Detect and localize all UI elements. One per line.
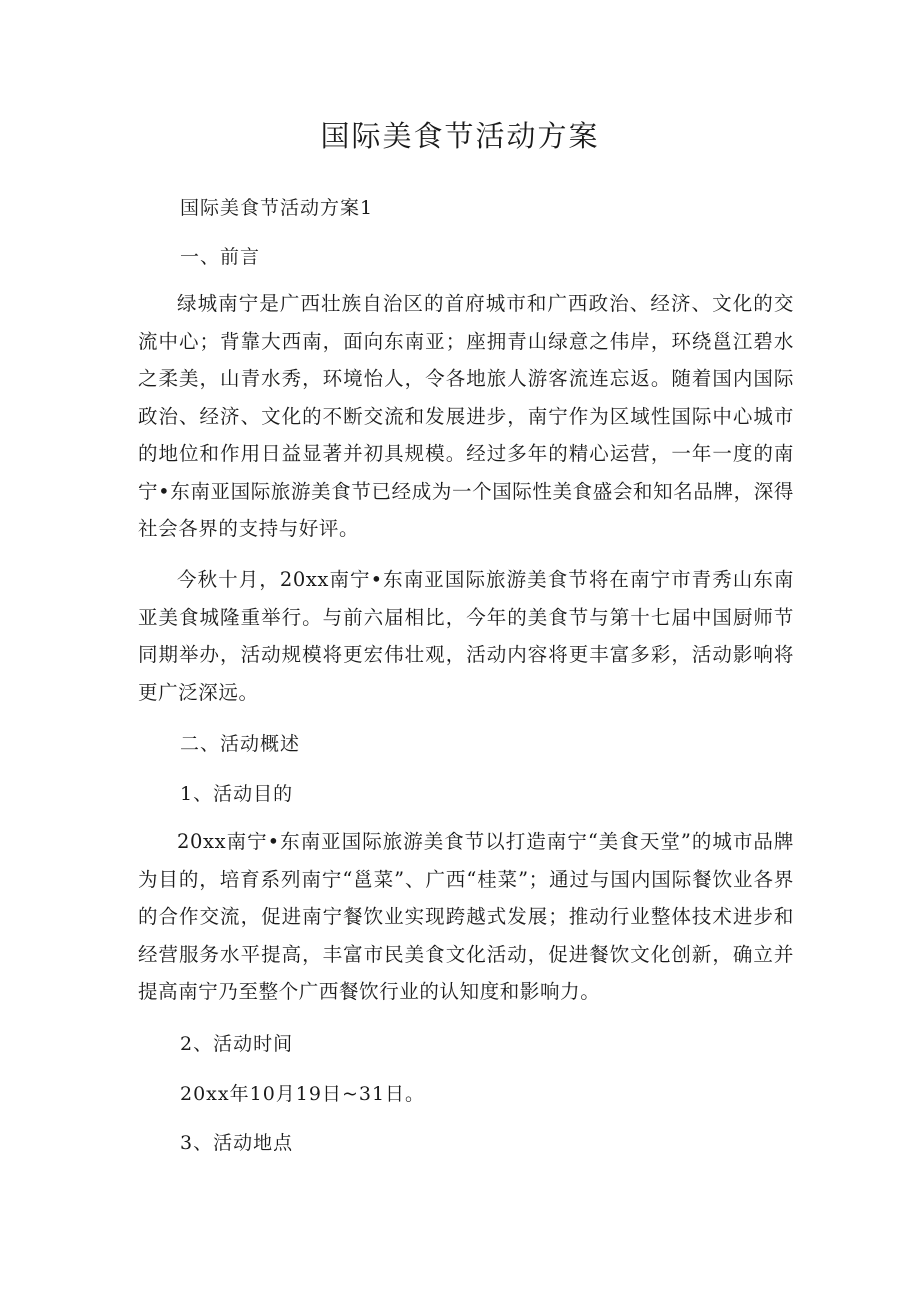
item-heading-purpose: 1、活动目的 [180, 783, 294, 805]
document-subtitle: 国际美食节活动方案1 [180, 197, 374, 219]
section-heading-overview: 二、活动概述 [180, 733, 301, 755]
paragraph-purpose: 20xx南宁•东南亚国际旅游美食节以打造南宁“美食天堂”的城市品牌为目的，培育系列南宁“邕菜”、广西“桂菜”；通过与国内国际餐饮业各界的合作交流，促进南宁餐饮业实现跨越式发展；推动行业整体技术进步和经营服务水平提高，丰富市民美食文化活动，促进餐饮文化创新，确立并提高南宁乃至整个广西餐饮行业的认知度和影响力。 [138, 830, 794, 1003]
paragraph-preface-2: 今秋十月，20xx南宁•东南亚国际旅游美食节将在南宁市青秀山东南亚美食城隆重举行。与前六届相比，今年的美食节与第十七届中国厨师节同期举办，活动规模将更宏伟壮观，活动内容将更丰富多彩，活动影响将更广泛深远。 [138, 568, 794, 704]
section-heading-preface: 一、前言 [180, 246, 261, 268]
document-title: 国际美食节活动方案 [320, 119, 600, 153]
item-heading-time: 2、活动时间 [180, 1033, 294, 1055]
item-heading-location: 3、活动地点 [180, 1132, 294, 1154]
paragraph-preface-1: 绿城南宁是广西壮族自治区的首府城市和广西政治、经济、文化的交流中心；背靠大西南，面向东南亚；座拥青山绿意之伟岸，环绕邕江碧水之柔美，山青水秀，环境怡人，令各地旅人游客流连忘返。随着国内国际政治、经济、文化的不断交流和发展进步，南宁作为区域性国际中心城市的地位和作用日益显著并初具规模。经过多年的精心运营，一年一度的南宁•东南亚国际旅游美食节已经成为一个国际性美食盛会和知名品牌，深得社会各界的支持与好评。 [138, 292, 794, 540]
time-text: 20xx年10月19日~31日。 [180, 1083, 426, 1105]
